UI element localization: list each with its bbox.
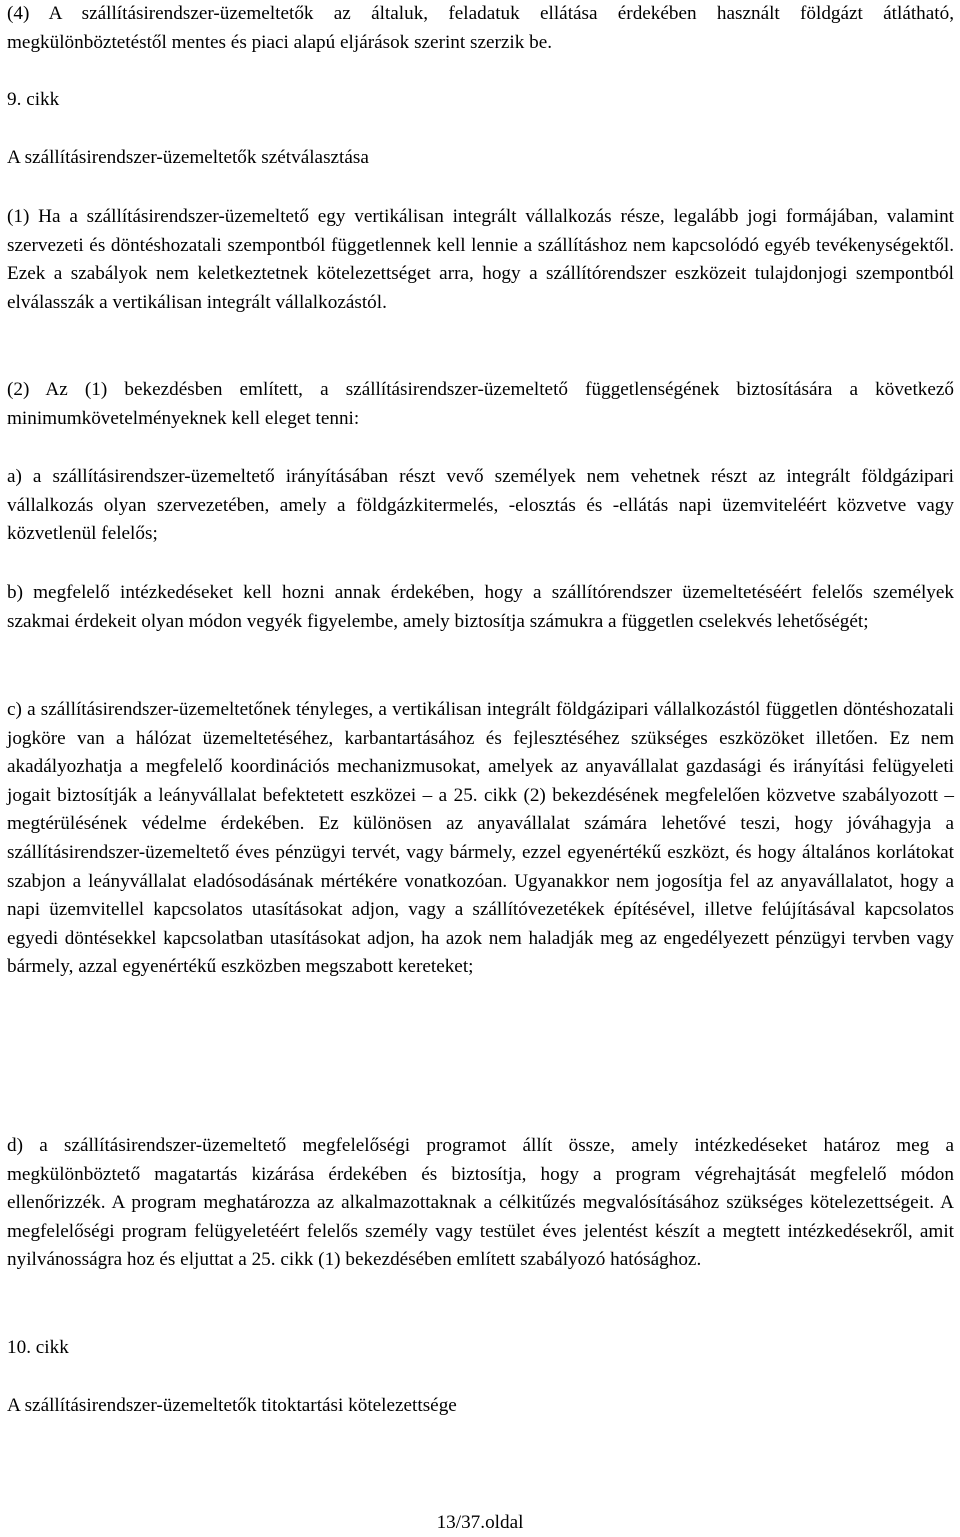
article-10-number: 10. cikk (7, 1337, 69, 1358)
article-9-paragraph-1: (1) Ha a szállításirendszer-üzemeltető egy vertikálisan integrált vállalkozás része, legalább jogi formájában, valamint szervezeti és döntéshozatali szempontból függetlennek kell lennie a szállításhoz nem kapcsolódó egyéb tevékenységektől. Ezek a szabályok nem keletkeztetnek kötelezettséget arra, hogy a szállítórendszer eszközeit tulajdonjogi szempontból elválasszák a vertikálisan integrált vállalkozástól. (7, 206, 954, 313)
page-number: 13/37.oldal (436, 1512, 524, 1533)
point-c: c) a szállításirendszer-üzemeltetőnek tényleges, a vertikálisan integrált földgázipari vállalkozástól független döntéshozatali jogköre van a hálózat üzemeltetéséhez, karbantartásához és fejlesztéséhez szükséges eszközöket illetően. Ez nem akadályozhatja a megfelelő koordinációs mechanizmusokat, amelyek az anyavállalat gazdasági és irányítási felügyeleti jogait biztosítják a leányvállalat befektetett eszközei – a 25. cikk (2) bekezdésének megfelelően közvetve szabályozott – megtérülésének védelme érdekében. Ez különösen az anyavállalat számára lehetővé teszi, hogy jóváhagyja a szállításirendszer-üzemeltető éves pénzügyi tervét, vagy bármely, ezzel egyenértékű eszközt, és hogy általános korlátokat szabjon a leányvállalat eladósodásának mértékére vonatkozóan. Ugyanakkor nem jogosítja fel az anyavállalatot, hogy a napi üzemvitellel kapcsolatos utasításokat adjon, vagy a szállítóvezetékek építésével, illetve felújításával kapcsolatos egyedi döntésekkel kapcsolatban utasításokat adjon, ha azok nem haladják meg az engedélyezett pénzügyi tervben vagy bármely, azzal egyenértékű eszközben megszabott kereteket; (7, 699, 954, 978)
article-9-paragraph-2: (2) Az (1) bekezdésben említett, a szállításirendszer-üzemeltető függetlenségének biztosítására a következő minimumkövetelményeknek kell eleget tenni: (7, 379, 954, 429)
article-9-title: A szállításirendszer-üzemeltetők szétválasztása (7, 147, 369, 168)
point-d: d) a szállításirendszer-üzemeltető megfelelőségi programot állít össze, amely intézkedéseket határoz meg a megkülönböztető magatartás kizárása érdekében és biztosítja, hogy a program végrehajtását megfelelő módon ellenőrizzék. A program meghatározza az alkalmazottaknak a célkitűzés megvalósításához szükséges kötelezettségeit. A megfelelőségi program felügyeletéért felelős személy vagy testület éves jelentést készít a megtett intézkedésekről, amit nyilvánosságra hoz és eljuttat a 25. cikk (1) bekezdésében említett szabályozó hatósághoz. (7, 1135, 954, 1271)
article-9-number: 9. cikk (7, 89, 60, 110)
point-a: a) a szállításirendszer-üzemeltető irányításában részt vevő személyek nem vehetnek részt az integrált földgázipari vállalkozás olyan szervezetében, amely a földgázkitermelés, -elosztás és -ellátás napi üzemviteléért közvetve vagy közvetlenül felelős; (7, 466, 954, 545)
article-10-title: A szállításirendszer-üzemeltetők titoktartási kötelezettsége (7, 1395, 457, 1416)
point-b: b) megfelelő intézkedéseket kell hozni annak érdekében, hogy a szállítórendszer üzemeltetéséért felelős személyek szakmai érdekeit olyan módon vegyék figyelembe, amely biztosítja számukra a független cselekvés lehetőségét; (7, 582, 954, 632)
paragraph-4: (4) A szállításirendszer-üzemeltetők az általuk, feladatuk ellátása érdekében használt földgázt átlátható, megkülönböztetéstől mentes és piaci alapú eljárások szerint szerzik be. (7, 3, 954, 53)
